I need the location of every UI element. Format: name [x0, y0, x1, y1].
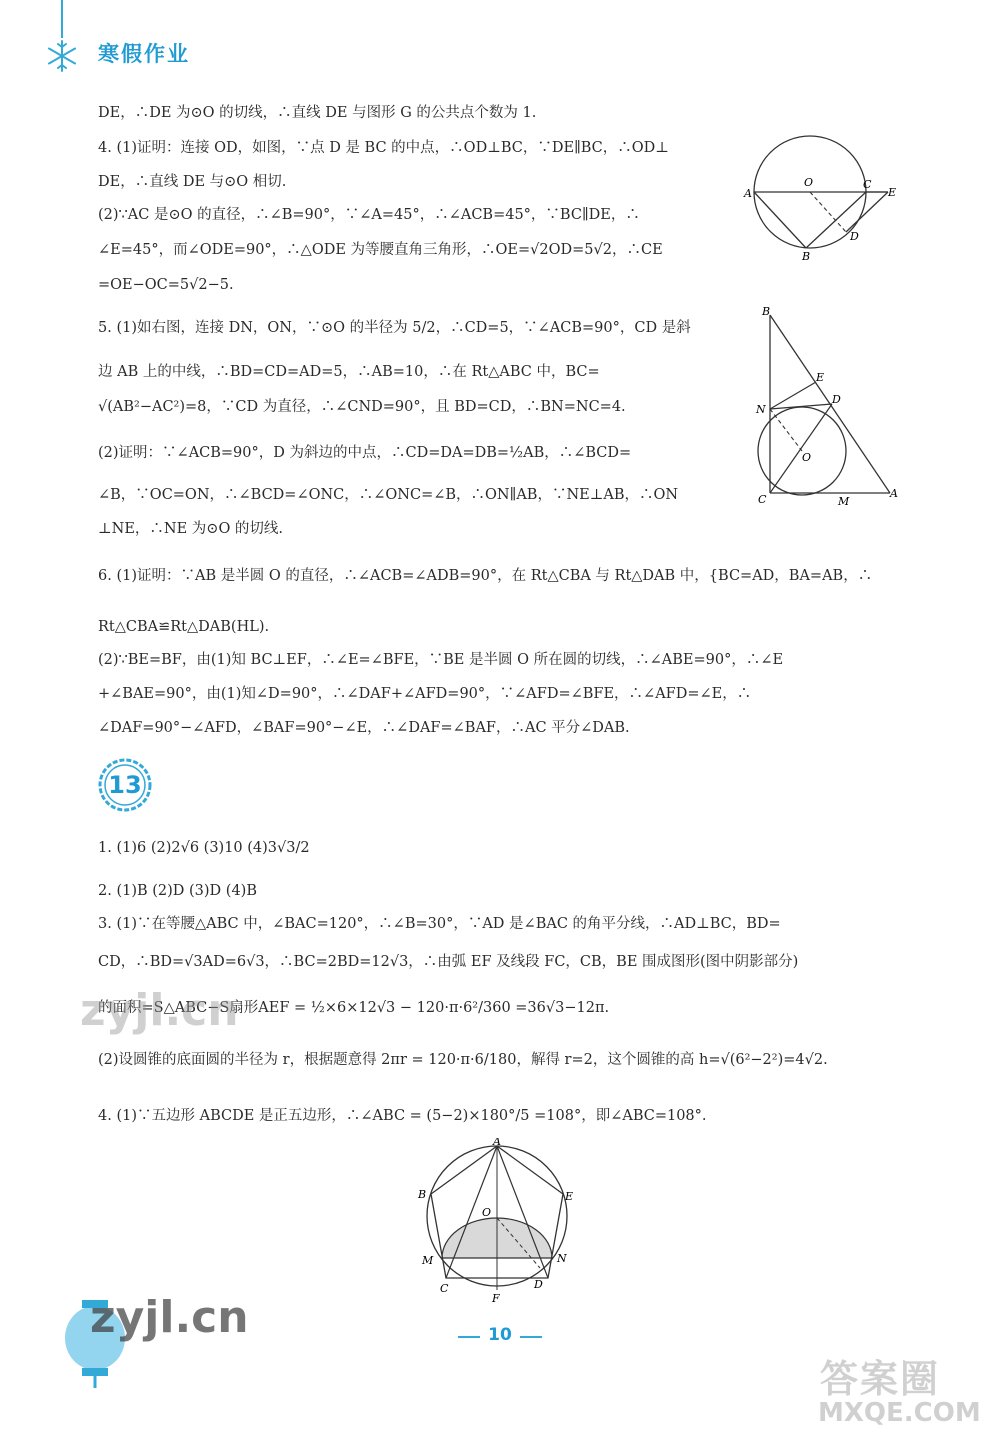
fig1-label-d: D	[850, 230, 859, 243]
fig1-label-o: O	[804, 176, 814, 189]
answer-line: CD，∴BD=√3AD=6√3，∴BC=2BD=12√3，∴由弧 EF 及线段 FC，CB，BE 围成图形(图中阴影部分)	[98, 954, 799, 970]
answer-line: Rt△CBA≌Rt△DAB(HL).	[98, 619, 270, 635]
answer-line: ⊥NE，∴NE 为⊙O 的切线.	[98, 521, 284, 537]
fig3-label-e: E	[565, 1190, 574, 1203]
fig2-label-d: D	[832, 393, 841, 406]
fig1-label-b: B	[802, 250, 811, 260]
answer-line: √(AB²−AC²)=8，∵CD 为直径，∴∠CND=90°，且 BD=CD，∴BN=NC=4.	[98, 399, 626, 415]
fig3-label-b: B	[418, 1188, 427, 1201]
fig3-label-d: D	[534, 1278, 543, 1291]
answer-line: =OE−OC=5√2−5.	[98, 277, 234, 293]
fig2-label-n: N	[756, 403, 766, 416]
fig1-label-a: A	[744, 187, 752, 200]
watermark-mid: zyjl.cn	[80, 985, 239, 1036]
header-rule	[61, 0, 63, 38]
fig3-label-c: C	[440, 1282, 449, 1295]
answer-line: (2)证明：∵∠ACB=90°，D 为斜边的中点，∴CD=DA=DB=½AB，∴∠BCD=	[98, 445, 632, 461]
answer-line: 5. (1)如右图，连接 DN，ON，∵⊙O 的半径为 5/2，∴CD=5，∵∠ACB=90°，CD 是斜	[98, 320, 691, 336]
watermark-corner-top: 答案圈	[820, 1357, 941, 1401]
figure-pentagon-circle	[412, 1138, 582, 1303]
fig2-label-o: O	[802, 451, 812, 464]
fig2-label-e: E	[816, 371, 825, 384]
figure-circle-tangent	[742, 130, 902, 260]
answer-line: 的面积=S△ABC−S扇形AEF = ½×6×12√3 − 120·π·6²/360 =36√3−12π.	[98, 1000, 610, 1016]
answer-line: 4. (1)证明：连接 OD，如图，∵点 D 是 BC 的中点，∴OD⊥BC，∵DE∥BC，∴OD⊥	[98, 140, 669, 156]
page-rule-right	[520, 1336, 542, 1338]
answer-line: 6. (1)证明：∵AB 是半圆 O 的直径，∴∠ACB=∠ADB=90°，在 Rt△CBA 与 Rt△DAB 中，{BC=AD，BA=AB，∴	[98, 568, 873, 584]
page-number: 10	[488, 1325, 512, 1345]
fig1-label-e: E	[888, 186, 897, 199]
fig3-label-o: O	[482, 1206, 492, 1219]
answer-line: 2. (1)B (2)D (3)D (4)B	[98, 883, 257, 899]
fig2-label-b: B	[762, 305, 771, 318]
header-title: 寒假作业	[98, 42, 190, 66]
answer-line: ∠E=45°，而∠ODE=90°，∴△ODE 为等腰直角三角形，∴OE=√2OD=5√2，∴CE	[98, 242, 663, 258]
section-number: 13	[108, 771, 142, 799]
answer-line: +∠BAE=90°，由(1)知∠D=90°，∴∠DAF+∠AFD=90°，∵∠AFD=∠BFE，∴∠AFD=∠E，∴	[98, 686, 752, 702]
answer-line: 3. (1)∵在等腰△ABC 中，∠BAC=120°，∴∠B=30°，∵AD 是∠BAC 的角平分线，∴AD⊥BC，BD=	[98, 916, 781, 932]
snowflake-icon	[44, 38, 80, 74]
fig2-label-c: C	[758, 493, 767, 506]
figure-right-triangle-circle	[752, 305, 902, 510]
fig2-label-m: M	[838, 495, 850, 508]
answer-line: 边 AB 上的中线，∴BD=CD=AD=5，∴AB=10，∴在 Rt△ABC 中，BC=	[98, 364, 600, 380]
fig2-label-a: A	[890, 487, 898, 500]
answer-line: ∠B，∵OC=ON，∴∠BCD=∠ONC，∴∠ONC=∠B，∴ON∥AB，∵NE⊥AB，∴ON	[98, 487, 679, 503]
watermark-bottom: zyjl.cn	[90, 1292, 249, 1343]
fig1-label-c: C	[863, 178, 872, 191]
fig3-label-m: M	[422, 1254, 434, 1267]
fig3-label-n: N	[557, 1252, 567, 1265]
answer-line: DE，∴直线 DE 与⊙O 相切.	[98, 174, 287, 190]
answer-line: (2)∵BE=BF，由(1)知 BC⊥EF，∴∠E=∠BFE，∵BE 是半圆 O 所在圆的切线，∴∠ABE=90°，∴∠E	[98, 652, 784, 668]
answer-line: DE，∴DE 为⊙O 的切线，∴直线 DE 与图形 G 的公共点个数为 1.	[98, 105, 537, 121]
answer-line: (2)∵AC 是⊙O 的直径，∴∠B=90°，∵∠A=45°，∴∠ACB=45°，∵BC∥DE，∴	[98, 207, 640, 223]
fig3-label-a: A	[493, 1138, 501, 1148]
answer-line: ∠DAF=90°−∠AFD，∠BAF=90°−∠E，∴∠DAF=∠BAF，∴AC 平分∠DAB.	[98, 720, 630, 736]
answer-line: (2)设圆锥的底面圆的半径为 r，根据题意得 2πr = 120·π·6/180，解得 r=2，这个圆锥的高 h=√(6²−2²)=4√2.	[98, 1052, 828, 1068]
answer-line: 4. (1)∵五边形 ABCDE 是正五边形，∴∠ABC = (5−2)×180°/5 =108°，即∠ABC=108°.	[98, 1108, 707, 1124]
watermark-corner-bottom: MXQE.COM	[818, 1398, 981, 1428]
fig3-label-f: F	[492, 1292, 500, 1303]
answer-line: 1. (1)6 (2)2√6 (3)10 (4)3√3/2	[98, 840, 310, 856]
